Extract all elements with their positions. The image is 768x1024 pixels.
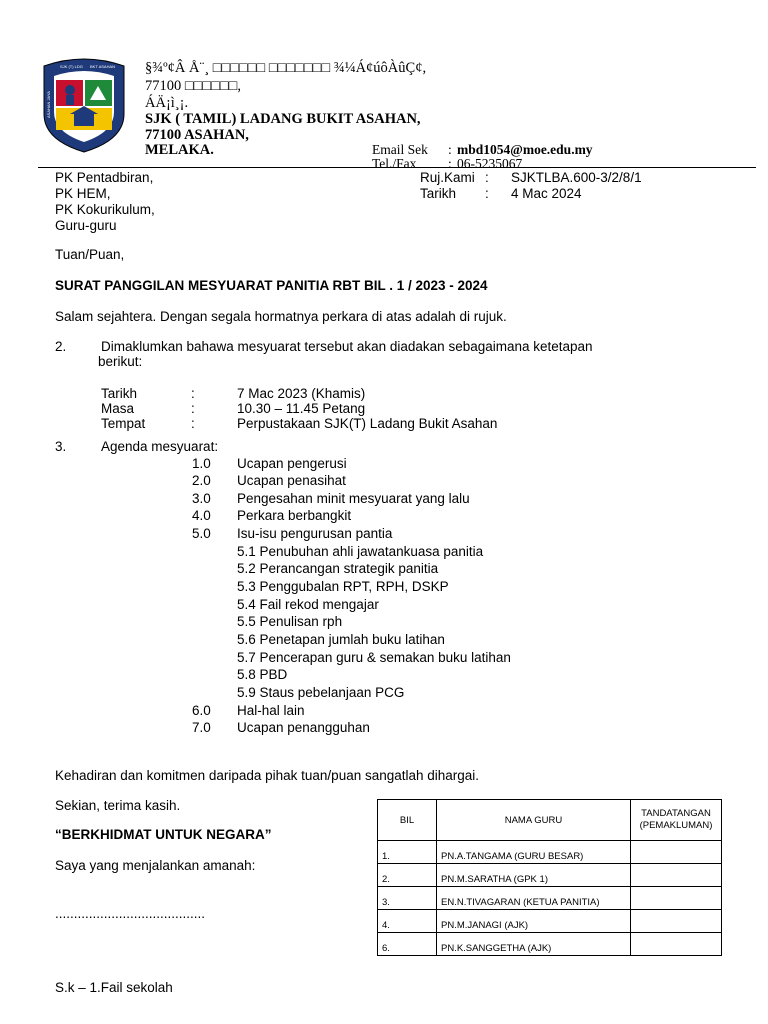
table-row: [378, 864, 722, 887]
subagenda-item: 5.7 Pencerapan guru & semakan buku latihan: [237, 650, 511, 665]
row-bil: 4.: [378, 910, 437, 933]
agenda-num: 2.0: [192, 473, 211, 488]
date-value: 4 Mac 2024: [511, 186, 582, 201]
row-bil: 6.: [378, 933, 437, 956]
table-row: [378, 887, 722, 910]
motto: “BERKHIDMAT UNTUK NEGARA”: [55, 827, 272, 842]
cc-line: S.k – 1.Fail sekolah: [55, 980, 173, 995]
detail-colon: :: [191, 386, 195, 401]
detail-label-tarikh: Tarikh: [101, 386, 138, 401]
logo-side-text: ASAHAN JAYA: [46, 91, 51, 118]
table-row: [378, 910, 722, 933]
row-sign[interactable]: [631, 864, 722, 887]
agenda-item: Perkara berbangkit: [237, 508, 352, 523]
subagenda-item: 5.8 PBD: [237, 667, 288, 682]
agenda-item: Hal-hal lain: [237, 703, 305, 718]
detail-colon: :: [191, 401, 195, 416]
row-sign[interactable]: [631, 841, 722, 864]
school-state: MELAKA.: [145, 142, 214, 158]
ref-label: Ruj.Kami: [420, 170, 475, 185]
row-name: PN.K.SANGGETHA (AJK): [437, 933, 631, 956]
para3-heading: Agenda mesyuarat:: [101, 439, 219, 454]
school-postcode: 77100 ASAHAN,: [145, 127, 249, 143]
date-colon: :: [485, 186, 489, 201]
agenda-num: 6.0: [192, 703, 211, 718]
subagenda-item: 5.2 Perancangan strategik panitia: [237, 561, 439, 576]
agenda-item: Ucapan pengerusi: [237, 456, 347, 471]
row-sign[interactable]: [631, 933, 722, 956]
recipient-4: Guru-guru: [55, 218, 117, 233]
para2-line1: Dimaklumkan bahawa mesyuarat tersebut akan diadakan sebagaimana ketetapan: [101, 339, 593, 354]
logo-top-text-right: BKT ASAHAN: [90, 64, 116, 69]
school-name-tamil: §¾º¢Â Å¨¸ □□□□□□ □□□□□□□ ¾¼Á¢úôÀûÇ¢,: [145, 60, 427, 76]
agenda-num: 1.0: [192, 456, 211, 471]
state-tamil: ÁÄ¡ì¸¡.: [145, 95, 189, 111]
para3-number: 3.: [55, 439, 67, 454]
email-label: Email Sek: [372, 142, 428, 157]
tel-value: 06-5235067: [457, 156, 523, 171]
acknowledgement-table: [377, 799, 722, 956]
row-name: PN.M.JANAGI (AJK): [437, 910, 631, 933]
subagenda-item: 5.6 Penetapan jumlah buku latihan: [237, 632, 445, 647]
agenda-item: Isu-isu pengurusan pantia: [237, 526, 393, 541]
header-nama-guru: NAMA GURU: [437, 800, 631, 841]
trust-line: Saya yang menjalankan amanah:: [55, 858, 256, 873]
row-name: EN.N.TIVAGARAN (KETUA PANITIA): [437, 887, 631, 910]
subagenda-item: 5.9 Staus pebelanjaan PCG: [237, 685, 405, 700]
agenda-num: 5.0: [192, 526, 211, 541]
subagenda-item: 5.1 Penubuhan ahli jawatankuasa panitia: [237, 544, 484, 559]
header-divider: [38, 167, 756, 168]
para2-line2: berikut:: [98, 354, 143, 369]
subagenda-item: 5.4 Fail rekod mengajar: [237, 597, 379, 612]
agenda-num: 7.0: [192, 720, 211, 735]
date-label: Tarikh: [420, 186, 457, 201]
tel-colon: :: [448, 156, 452, 171]
detail-label-masa: Masa: [101, 401, 135, 416]
signature-line: ........................................: [55, 906, 206, 921]
thanks: Sekian, terima kasih.: [55, 798, 181, 813]
header-tandatangan: TANDATANGAN (PEMAKLUMAN): [631, 800, 722, 841]
table-row: [378, 933, 722, 956]
detail-value-masa: 10.30 – 11.45 Petang: [237, 401, 366, 416]
detail-colon: :: [191, 416, 195, 431]
agenda-item: Ucapan penasihat: [237, 473, 346, 488]
table-row: [378, 841, 722, 864]
row-bil: 2.: [378, 864, 437, 887]
email-value: mbd1054@moe.edu.my: [457, 142, 593, 157]
row-sign[interactable]: [631, 910, 722, 933]
row-name: PN.M.SARATHA (GPK 1): [437, 864, 631, 887]
ref-value: SJKTLBA.600-3/2/8/1: [511, 170, 642, 185]
subject: SURAT PANGGILAN MESYUARAT PANITIA RBT BIL . 1 / 2023 - 2024: [55, 278, 488, 293]
agenda-item: Ucapan penangguhan: [237, 720, 370, 735]
row-sign[interactable]: [631, 887, 722, 910]
attendance-note: Kehadiran dan komitmen daripada pihak tuan/puan sangatlah dihargai.: [55, 768, 480, 783]
table-header-row: [378, 800, 722, 841]
row-bil: 1.: [378, 841, 437, 864]
row-name: PN.A.TANGAMA (GURU BESAR): [437, 841, 631, 864]
agenda-num: 4.0: [192, 508, 211, 523]
recipient-1: PK Pentadbiran,: [55, 170, 154, 185]
detail-value-tarikh: 7 Mac 2023 (Khamis): [237, 386, 366, 401]
ref-colon: :: [485, 170, 489, 185]
postcode-tamil: 77100 □□□□□□,: [145, 78, 242, 94]
tel-label: Tel./Fax: [372, 156, 417, 171]
detail-value-tempat: Perpustakaan SJK(T) Ladang Bukit Asahan: [237, 416, 498, 431]
logo-top-text-left: SJK (T) LDG: [60, 64, 83, 69]
recipient-2: PK HEM,: [55, 186, 111, 201]
school-name: SJK ( TAMIL) LADANG BUKIT ASAHAN,: [145, 111, 421, 127]
salutation: Tuan/Puan,: [55, 247, 125, 262]
subagenda-item: 5.5 Penulisan rph: [237, 614, 343, 629]
agenda-num: 3.0: [192, 491, 211, 506]
agenda-item: Pengesahan minit mesyuarat yang lalu: [237, 491, 470, 506]
opening-paragraph: Salam sejahtera. Dengan segala hormatnya perkara di atas adalah di rujuk.: [55, 309, 507, 324]
subagenda-item: 5.3 Penggubalan RPT, RPH, DSKP: [237, 579, 449, 594]
email-colon: :: [448, 142, 452, 157]
header-bil: BIL: [378, 800, 437, 841]
school-crest-logo: [40, 56, 128, 154]
detail-label-tempat: Tempat: [101, 416, 146, 431]
recipient-3: PK Kokurikulum,: [55, 202, 155, 217]
para2-number: 2.: [55, 339, 67, 354]
row-bil: 3.: [378, 887, 437, 910]
